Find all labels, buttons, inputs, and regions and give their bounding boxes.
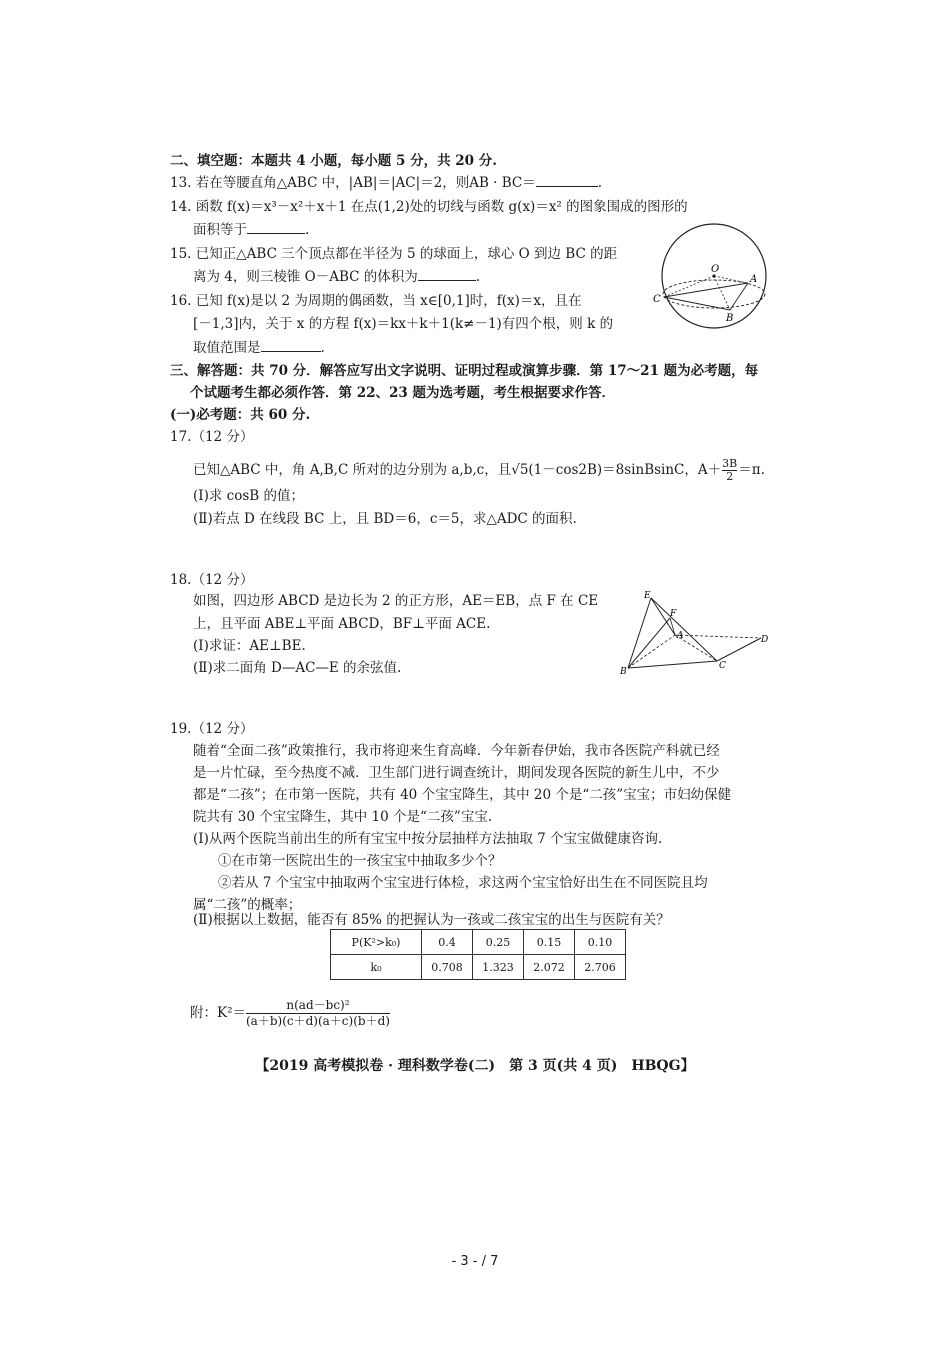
question-17-part-2: (Ⅱ)若点 D 在线段 BC 上，且 BD＝6，c＝5，求△ADC 的面积. xyxy=(193,511,577,527)
fraction-3b-over-2: $\frac{3B}{2}$ xyxy=(722,457,738,483)
question-17-head: 17.（12 分） xyxy=(170,429,254,445)
label-E: E xyxy=(644,591,651,601)
section-3-line-2: 个试题考生都必须作答．第 22、23 题为选考题，考生根据要求作答． xyxy=(190,385,615,401)
label-C: C xyxy=(653,294,661,305)
section-2-title: 二、填空题：本题共 4 小题，每小题 5 分，共 20 分. xyxy=(170,153,497,169)
label-A: A xyxy=(750,274,758,285)
label-O: O xyxy=(711,264,720,275)
question-19-part-2: (Ⅱ)根据以上数据，能否有 85% 的把握认为一孩或二孩宝宝的出生与医院有关？ xyxy=(193,912,670,928)
table-cell: 0.10 xyxy=(575,930,626,955)
k-square-formula: 附：K²＝ $\frac{\text{n(ad－bc)²}}{(a+b)(c+d)(a+c)(b+d)}$ xyxy=(190,998,390,1028)
question-18-part-1: (Ⅰ)求证：AE⊥BE. xyxy=(193,638,306,654)
question-19-line-3: 都是“二孩”；在市第一医院，共有 40 个宝宝降生，其中 20 个是“二孩”宝宝；市妇幼保健 xyxy=(193,787,732,803)
section-3-line-1: 三、解答题：共 70 分．解答应写出文字说明、证明过程或演算步骤．第 17～21 题为必考题，每 xyxy=(170,363,759,379)
question-19-part-1: (Ⅰ)从两个医院当前出生的所有宝宝中按分层抽样方法抽取 7 个宝宝做健康咨询. xyxy=(193,831,663,847)
question-18-line-1: 如图，四边形 ABCD 是边长为 2 的正方形，AE＝EB，点 F 在 CE xyxy=(193,593,599,609)
table-cell: 2.706 xyxy=(575,955,626,980)
question-19-line-1: 随着“全面二孩”政策推行，我市将迎来生育高峰．今年新春伊始，我市各医院产科就已经 xyxy=(193,743,720,759)
pyramid-figure xyxy=(615,588,775,678)
table-cell: 0.15 xyxy=(524,930,575,955)
required-section-title: (一)必考题：共 60 分. xyxy=(170,407,311,423)
question-19-sub-2a: ②若从 7 个宝宝中抽取两个宝宝进行体检，求这两个宝宝恰好出生在不同医院且均 xyxy=(218,875,708,891)
k-square-table xyxy=(330,929,626,980)
question-13-text: 13. 若在等腰直角△ABC 中，|AB|＝|AC|＝2，则AB · BC＝ xyxy=(170,175,536,191)
table-cell: 2.072 xyxy=(524,955,575,980)
question-19-line-2: 是一片忙碌，至今热度不减．卫生部门进行调查统计，期间发现各医院的新生儿中，不少 xyxy=(193,765,720,781)
question-19-head: 19.（12 分） xyxy=(170,721,254,737)
answer-blank xyxy=(418,268,476,281)
answer-blank xyxy=(536,174,598,187)
question-16-line-1: 16. 已知 f(x)是以 2 为周期的偶函数，当 x∈[0,1]时，f(x)＝x，且在 xyxy=(170,293,582,309)
answer-blank xyxy=(247,221,305,234)
table-cell: 1.323 xyxy=(473,955,524,980)
label-B: B xyxy=(620,667,627,677)
question-18-head: 18.（12 分） xyxy=(170,572,254,588)
question-17-stem: 已知△ABC 中，角 A,B,C 所对的边分别为 a,b,c，且√5(1－cos2B)＝8sinBsinC，A＋ $\frac{3B}{2}$ ＝π. xyxy=(193,457,765,483)
table-cell: k₀ xyxy=(331,955,422,980)
question-16-line-3: 取值范围是 . xyxy=(193,340,325,356)
table-row xyxy=(331,930,626,955)
page-footer: 【2019 高考模拟卷 · 理科数学卷(二) 第 3 页(共 4 页) HBQG】 xyxy=(255,1058,695,1074)
question-18-part-2: (Ⅱ)求二面角 D—AC—E 的余弦值. xyxy=(193,660,402,676)
question-19-line-4: 院共有 30 个宝宝降生，其中 10 个是“二孩”宝宝. xyxy=(193,809,493,825)
table-row xyxy=(331,955,626,980)
question-13: 13. 若在等腰直角△ABC 中，|AB|＝|AC|＝2，则AB · BC＝ . xyxy=(170,175,603,191)
label-D: D xyxy=(761,635,769,645)
question-15-line-2: 离为 4，则三棱锥 O－ABC 的体积为 . xyxy=(193,269,481,285)
label-B: B xyxy=(726,313,734,324)
question-17-part-1: (Ⅰ)求 cosB 的值； xyxy=(193,488,304,504)
table-cell: P(K²>k₀) xyxy=(331,930,422,955)
table-cell: 0.4 xyxy=(422,930,473,955)
answer-blank xyxy=(261,339,321,352)
question-14-line-1: 14. 函数 f(x)＝x³－x²＋x＋1 在点(1,2)处的切线与函数 g(x)＝x² 的图象围成的图形的 xyxy=(170,199,688,215)
question-18-line-2: 上，且平面 ABE⊥平面 ABCD，BF⊥平面 ACE. xyxy=(193,616,491,632)
question-16-line-2: [－1,3]内，关于 x 的方程 f(x)＝kx＋k＋1(k≠－1)有四个根，则 k 的 xyxy=(193,316,614,332)
question-15-line-1: 15. 已知正△ABC 三个顶点都在半径为 5 的球面上，球心 O 到边 BC 的距 xyxy=(170,246,618,262)
table-cell: 0.708 xyxy=(422,955,473,980)
question-19-sub-2b: 属“二孩”的概率； xyxy=(193,897,302,913)
label-A: A xyxy=(677,631,684,641)
question-14-line-2: 面积等于 . xyxy=(193,222,310,238)
page-number: - 3 - / 7 xyxy=(451,1254,499,1269)
question-19-sub-1: ①在市第一医院出生的一孩宝宝中抽取多少个？ xyxy=(218,853,502,869)
table-cell: 0.25 xyxy=(473,930,524,955)
sphere-figure xyxy=(650,222,775,334)
label-C: C xyxy=(719,661,726,671)
label-F: F xyxy=(670,609,677,619)
formula-fraction: $\frac{\text{n(ad－bc)²}}{(a+b)(c+d)(a+c)(b+d)}$ xyxy=(246,998,390,1028)
